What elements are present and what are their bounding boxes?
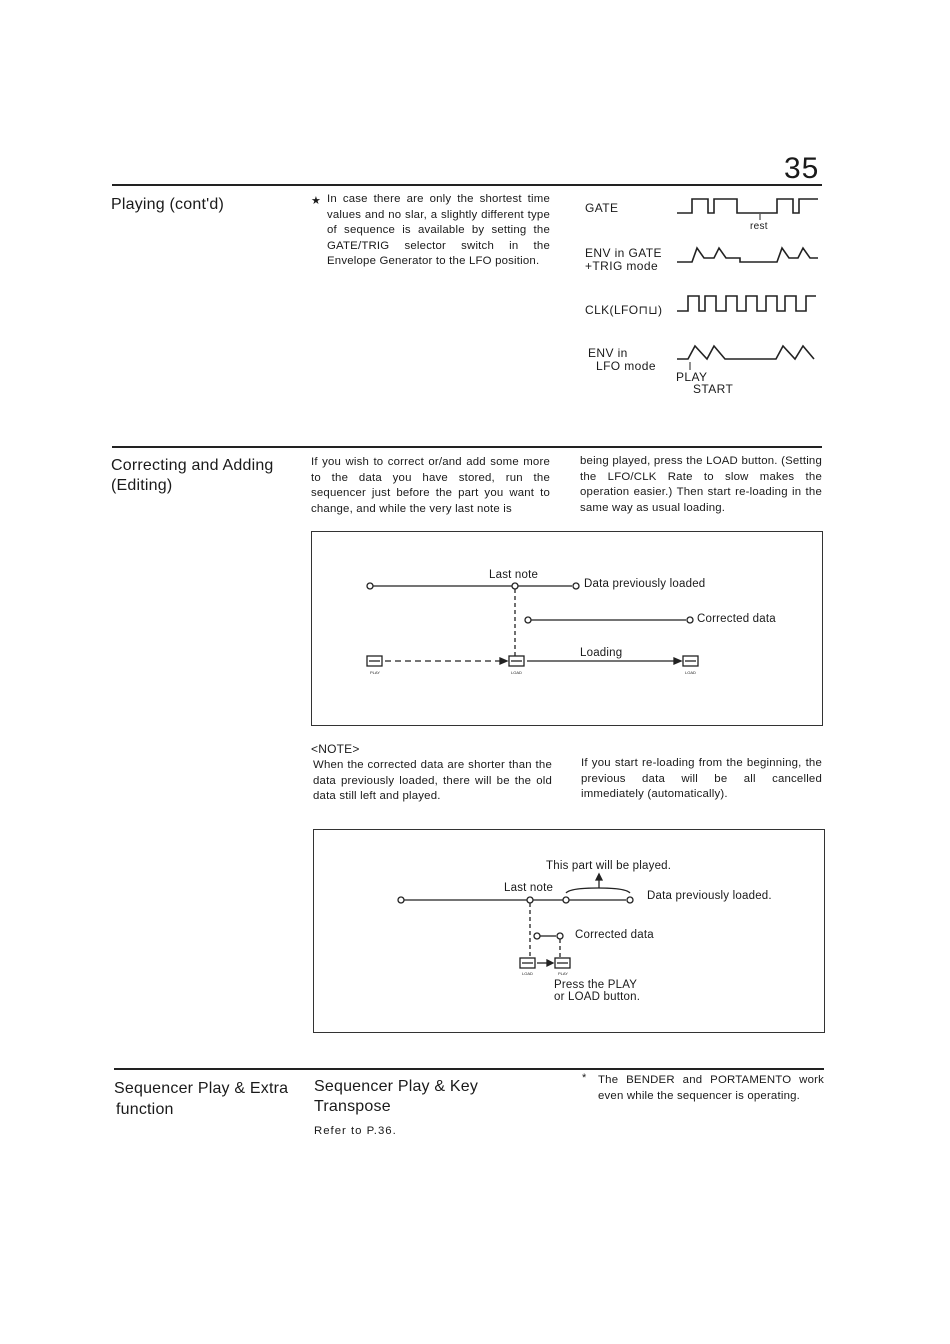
env-gate-label-1: ENV in GATE	[585, 246, 662, 260]
section-heading-sequencer-1: Sequencer Play & Extra	[114, 1080, 289, 1097]
d2-press-line2: or LOAD button.	[554, 991, 641, 1003]
note-text-col1: When the corrected data are shorter than the data previously loaded, there will be the old data still left and played.	[313, 759, 552, 802]
clk-label: CLK(LFO⊓⊔)	[585, 303, 663, 317]
section3-rule	[114, 1068, 824, 1070]
note-text-col2: If you start re-loading from the beginning, the previous data will be all cancelled immediately (automatically).	[581, 757, 822, 800]
play-tag-1: PLAY	[370, 670, 380, 675]
load-tag-3: LOAD	[522, 971, 533, 976]
d2-this-part: This part will be played.	[546, 860, 672, 872]
gate-label: GATE	[585, 201, 619, 215]
d1-corrected-data: Corrected data	[697, 613, 776, 625]
star-icon: ★	[311, 195, 321, 207]
editing-text-col1: If you wish to correct or/and add some more to the data you have stored, run the sequencer just before the part you want to change, and while the very last note is	[311, 456, 550, 515]
rest-label: rest	[750, 221, 768, 232]
d2-press-line1: Press the PLAY	[554, 979, 638, 991]
d1-data-previously-loaded: Data previously loaded	[584, 578, 706, 590]
env-lfo-label-2: LFO mode	[596, 359, 656, 373]
env-gate-label-2: +TRIG mode	[585, 259, 659, 273]
load-tag-1: LOAD	[511, 670, 522, 675]
playing-note-text: In case there are only the shortest time values and no slar, a slightly different type of sequence is available by setting the GATE/TRIG selector switch in the Envelope Generator to the LFO position.	[327, 193, 550, 267]
play-label: PLAY	[676, 370, 708, 384]
refer-text: Refer to P.36.	[314, 1125, 397, 1137]
d1-last-note: Last note	[489, 569, 539, 581]
section-heading-playing: Playing (cont'd)	[111, 196, 224, 213]
page-number: 35	[784, 152, 820, 185]
sub-heading-transpose-2: Transpose	[314, 1098, 391, 1115]
asterisk-icon: *	[582, 1072, 587, 1084]
sequencer-note-text: The BENDER and PORTAMENTO work even while the sequencer is operating.	[598, 1074, 824, 1102]
section-heading-editing-1: Correcting and Adding	[111, 457, 274, 474]
start-label: START	[693, 382, 734, 396]
d2-last-note: Last note	[504, 882, 554, 894]
d2-corrected-data: Corrected data	[575, 929, 654, 941]
section-heading-editing-2: (Editing)	[111, 477, 173, 494]
note-title: <NOTE>	[311, 742, 360, 756]
load-tag-2: LOAD	[685, 670, 696, 675]
d1-loading: Loading	[580, 647, 623, 659]
play-tag-2: PLAY	[558, 971, 568, 976]
editing-text-col2: being played, press the LOAD button. (Setting the LFO/CLK Rate to slow makes the operation easier.) Then start re-loading in the same way as usual loading.	[580, 455, 822, 514]
section-heading-sequencer-2: function	[116, 1101, 174, 1118]
d2-data-previously-loaded: Data previously loaded.	[647, 890, 772, 902]
sub-heading-transpose-1: Sequencer Play & Key	[314, 1078, 479, 1095]
env-lfo-label-1: ENV in	[588, 346, 628, 360]
